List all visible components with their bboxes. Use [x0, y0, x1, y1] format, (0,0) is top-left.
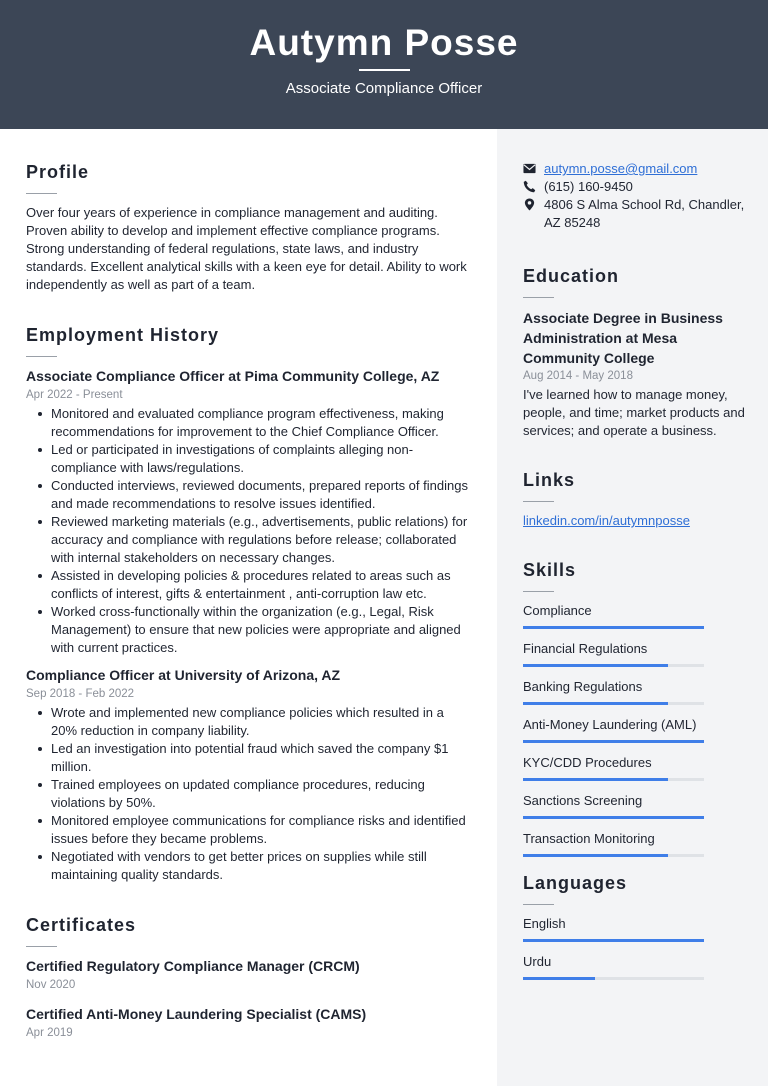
language-item-level-bar: [523, 939, 704, 942]
section-divider: [523, 297, 554, 298]
section-title-education: Education: [523, 266, 620, 286]
certificate-date: Apr 2019: [26, 1027, 73, 1039]
skill-item-name: Transaction Monitoring: [523, 831, 655, 846]
skill-item-level-bar: [523, 740, 704, 743]
contact-section: [523, 160, 748, 232]
certificate-name: Certified Anti-Money Laundering Specialist (CAMS): [26, 1006, 367, 1022]
list-item: Negotiated with vendors to get better prices on supplies while still maintaining quality standards.: [26, 848, 471, 884]
education-date: Aug 2014 - May 2018: [523, 370, 633, 382]
skill-item-level-bar: [523, 702, 704, 705]
certificate-item: [26, 957, 471, 993]
list-item: Led or participated in investigations of complaints alleging non-compliance with laws/regulations.: [26, 441, 471, 477]
contact-address-row: [523, 196, 748, 232]
skill-item: [523, 716, 748, 743]
contact-email-row: [523, 160, 748, 178]
skill-item-level-bar: [523, 778, 704, 781]
skill-item-name: Sanctions Screening: [523, 793, 643, 808]
section-title-profile: Profile: [26, 162, 90, 182]
certificate-date: Nov 2020: [26, 979, 76, 991]
section-divider: [523, 904, 554, 905]
phone-number: (615) 160-9450: [544, 179, 633, 194]
linkedin-link[interactable]: linkedin.com/in/autymnposse: [523, 513, 690, 528]
skill-item-level-bar: [523, 626, 704, 629]
list-item: Trained employees on updated compliance procedures, reducing violations by 50%.: [26, 776, 471, 812]
list-item: Monitored employee communications for compliance risks and identified issues before they became problems.: [26, 812, 471, 848]
languages-list: [523, 915, 748, 980]
job-date: Sep 2018 - Feb 2022: [26, 688, 135, 700]
education-section: [523, 266, 748, 440]
education-text: I've learned how to manage money, people, and time; market products and services; and operate a business.: [523, 387, 745, 438]
header-divider: [359, 69, 410, 71]
skill-item: [523, 792, 748, 819]
skill-item-level-bar: [523, 854, 704, 857]
skill-item-level-bar: [523, 816, 704, 819]
email-link[interactable]: autymn.posse@gmail.com: [544, 161, 698, 176]
employment-section: [26, 325, 471, 884]
phone-icon: [523, 180, 536, 193]
location-pin-icon: [523, 198, 536, 211]
section-divider: [26, 193, 57, 194]
job-entry: [26, 367, 471, 657]
list-item: Wrote and implemented new compliance policies which resulted in a 20% reduction in company liability.: [26, 704, 471, 740]
language-item-level-bar: [523, 977, 704, 980]
skill-item: [523, 678, 748, 705]
candidate-name: Autymn Posse: [249, 22, 519, 63]
section-divider: [523, 501, 554, 502]
skill-item-name: Anti-Money Laundering (AML): [523, 717, 697, 732]
language-item: [523, 915, 748, 942]
skill-item-level-fill: [523, 740, 704, 743]
certificate-name: Certified Regulatory Compliance Manager (CRCM): [26, 958, 360, 974]
skill-item-level-bar: [523, 664, 704, 667]
profile-text: Over four years of experience in compliance management and auditing. Proven ability to develop and implement effective compliance programs. Strong understanding of federal regulations, state laws, and industry standards. Excellent analytical skills with a keen eye for detail. Ability to work independently as well as part of a team.: [26, 205, 467, 292]
list-item: Conducted interviews, reviewed documents, prepared reports of findings and made recommendations to resolve issues identified.: [26, 477, 471, 513]
section-divider: [523, 591, 554, 592]
envelope-icon: [523, 162, 536, 175]
section-title-links: Links: [523, 470, 576, 490]
list-item: Reviewed marketing materials (e.g., advertisements, public relations) for accuracy and compliance with regulations before release; collaborated with internal stakeholders on necessary changes.: [26, 513, 471, 567]
resume-header: [0, 0, 768, 129]
section-title-employment: Employment History: [26, 325, 220, 345]
job-date: Apr 2022 - Present: [26, 389, 123, 401]
section-title-languages: Languages: [523, 873, 628, 893]
links-section: [523, 470, 748, 530]
list-item: Assisted in developing policies & procedures related to areas such as conflicts of interest, gifts & entertainment , anti-corruption law etc.: [26, 567, 471, 603]
profile-section: [26, 162, 471, 294]
job-title: Associate Compliance Officer at Pima Community College, AZ: [26, 368, 440, 384]
skill-item-name: Banking Regulations: [523, 679, 643, 694]
skill-item-name: Financial Regulations: [523, 641, 648, 656]
certificate-item: [26, 1005, 471, 1041]
skill-item-name: KYC/CDD Procedures: [523, 755, 652, 770]
skill-item-name: Compliance: [523, 603, 592, 618]
skill-item-level-fill: [523, 626, 704, 629]
section-divider: [26, 946, 57, 947]
address-line: AZ 85248: [544, 215, 601, 230]
languages-section: [523, 873, 748, 980]
skill-item: [523, 602, 748, 629]
degree-title: Associate Degree in Business Administration at Mesa Community College: [523, 310, 723, 366]
job-bullets: [26, 704, 471, 884]
job-bullets: [26, 405, 471, 657]
skill-item: [523, 830, 748, 857]
language-item: [523, 953, 748, 980]
skill-item-level-fill: [523, 854, 668, 857]
skill-item-level-fill: [523, 778, 668, 781]
list-item: Led an investigation into potential fraud which saved the company $1 million.: [26, 740, 471, 776]
section-title-certificates: Certificates: [26, 915, 137, 935]
language-item-name: Urdu: [523, 954, 552, 969]
skill-item-level-fill: [523, 702, 668, 705]
list-item: Worked cross-functionally within the organization (e.g., Legal, Risk Management) to ensure that new policies were appropriate and aligned with current practices.: [26, 603, 471, 657]
skill-item-level-fill: [523, 816, 704, 819]
language-item-level-fill: [523, 977, 595, 980]
language-item-name: English: [523, 916, 566, 931]
section-title-skills: Skills: [523, 560, 577, 580]
section-divider: [26, 356, 57, 357]
skill-item: [523, 754, 748, 781]
contact-phone-row: [523, 178, 748, 196]
language-item-level-fill: [523, 939, 704, 942]
skill-item-level-fill: [523, 664, 668, 667]
certificates-section: [26, 915, 471, 1041]
skill-item: [523, 640, 748, 667]
skills-section: [523, 560, 748, 857]
skills-list: [523, 602, 748, 857]
job-entry: [26, 666, 471, 884]
address-line: 4806 S Alma School Rd, Chandler,: [544, 197, 745, 212]
candidate-title: Associate Compliance Officer: [285, 80, 483, 97]
job-title: Compliance Officer at University of Arizona, AZ: [26, 667, 341, 683]
list-item: Monitored and evaluated compliance program effectiveness, making recommendations for improvement to the Chief Compliance Officer.: [26, 405, 471, 441]
